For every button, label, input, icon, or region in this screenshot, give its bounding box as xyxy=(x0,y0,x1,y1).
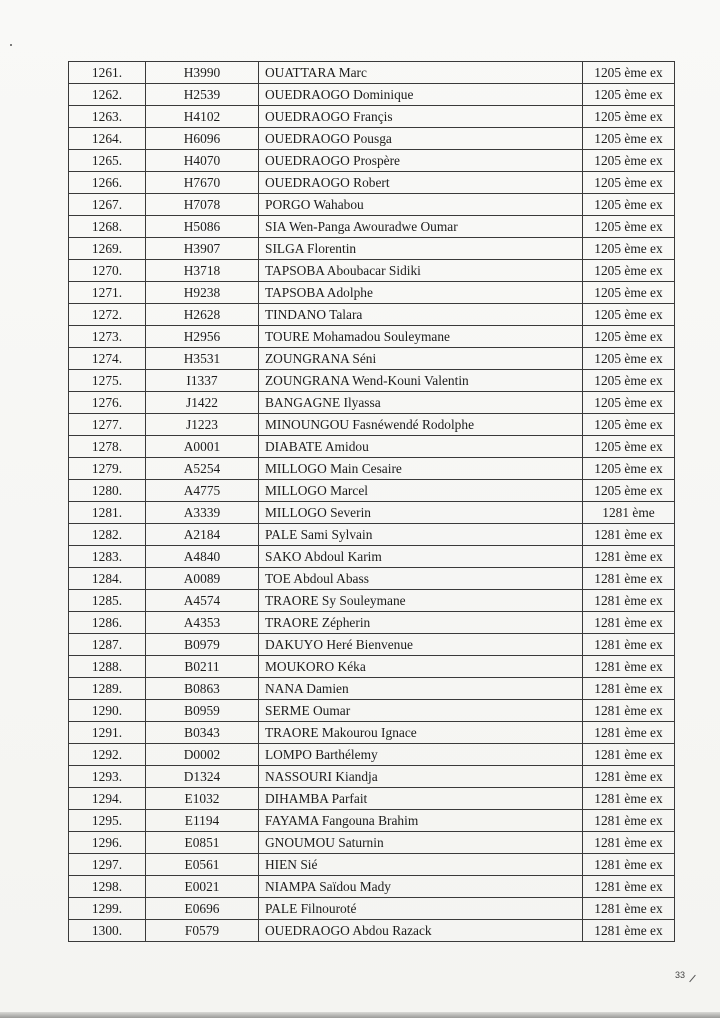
candidate-rank: 1205 ème ex xyxy=(583,62,675,84)
candidate-name: PALE Sami Sylvain xyxy=(259,524,583,546)
scan-bottom-edge xyxy=(0,1012,720,1018)
row-number: 1294. xyxy=(69,788,146,810)
candidate-rank: 1205 ème ex xyxy=(583,392,675,414)
candidate-rank: 1205 ème ex xyxy=(583,216,675,238)
row-number: 1273. xyxy=(69,326,146,348)
table-row xyxy=(69,722,675,744)
candidate-code: H2956 xyxy=(146,326,259,348)
candidate-rank: 1281 ème ex xyxy=(583,920,675,942)
candidate-code: H6096 xyxy=(146,128,259,150)
candidate-name: SAKO Abdoul Karim xyxy=(259,546,583,568)
table-row xyxy=(69,568,675,590)
candidate-name: OUATTARA Marc xyxy=(259,62,583,84)
candidate-name: OUEDRAOGO Pousga xyxy=(259,128,583,150)
candidate-rank: 1281 ème ex xyxy=(583,810,675,832)
candidate-rank: 1281 ème ex xyxy=(583,766,675,788)
candidate-rank: 1281 ème ex xyxy=(583,524,675,546)
candidate-rank: 1205 ème ex xyxy=(583,414,675,436)
candidate-name: OUEDRAOGO Prospère xyxy=(259,150,583,172)
row-number: 1281. xyxy=(69,502,146,524)
row-number: 1280. xyxy=(69,480,146,502)
candidate-name: LOMPO Barthélemy xyxy=(259,744,583,766)
candidate-code: H2628 xyxy=(146,304,259,326)
candidate-rank: 1281 ème ex xyxy=(583,546,675,568)
row-number: 1270. xyxy=(69,260,146,282)
candidate-code: B0211 xyxy=(146,656,259,678)
candidate-rank: 1205 ème ex xyxy=(583,128,675,150)
candidate-code: A2184 xyxy=(146,524,259,546)
row-number: 1276. xyxy=(69,392,146,414)
candidate-name: TOE Abdoul Abass xyxy=(259,568,583,590)
table-row xyxy=(69,414,675,436)
row-number: 1274. xyxy=(69,348,146,370)
candidate-name: TAPSOBA Aboubacar Sidiki xyxy=(259,260,583,282)
candidate-rank: 1205 ème ex xyxy=(583,348,675,370)
candidate-name: TRAORE Sy Souleymane xyxy=(259,590,583,612)
candidate-name: GNOUMOU Saturnin xyxy=(259,832,583,854)
candidate-code: A3339 xyxy=(146,502,259,524)
candidate-name: ZOUNGRANA Wend-Kouni Valentin xyxy=(259,370,583,392)
table-row xyxy=(69,172,675,194)
candidate-name: ZOUNGRANA Séni xyxy=(259,348,583,370)
row-number: 1275. xyxy=(69,370,146,392)
candidate-rank: 1205 ème ex xyxy=(583,458,675,480)
table-row xyxy=(69,810,675,832)
candidate-name: SIA Wen-Panga Awouradwe Oumar xyxy=(259,216,583,238)
table-row xyxy=(69,282,675,304)
candidate-name: NASSOURI Kiandja xyxy=(259,766,583,788)
table-row xyxy=(69,700,675,722)
row-number: 1277. xyxy=(69,414,146,436)
candidate-name: DIABATE Amidou xyxy=(259,436,583,458)
row-number: 1300. xyxy=(69,920,146,942)
candidate-name: MILLOGO Severin xyxy=(259,502,583,524)
candidate-name: TAPSOBA Adolphe xyxy=(259,282,583,304)
table-row xyxy=(69,920,675,942)
candidate-code: J1223 xyxy=(146,414,259,436)
scan-speck xyxy=(10,44,12,46)
page-number: 33 xyxy=(675,970,686,980)
candidate-code: F0579 xyxy=(146,920,259,942)
row-number: 1269. xyxy=(69,238,146,260)
candidate-name: TRAORE Makourou Ignace xyxy=(259,722,583,744)
table-row xyxy=(69,436,675,458)
candidate-code: H4102 xyxy=(146,106,259,128)
candidate-rank: 1205 ème ex xyxy=(583,84,675,106)
row-number: 1262. xyxy=(69,84,146,106)
check-mark xyxy=(689,975,696,983)
table-row xyxy=(69,106,675,128)
candidate-name: SILGA Florentin xyxy=(259,238,583,260)
candidate-code: A4574 xyxy=(146,590,259,612)
candidate-rank: 1205 ème ex xyxy=(583,282,675,304)
row-number: 1299. xyxy=(69,898,146,920)
candidate-name: MOUKORO Kéka xyxy=(259,656,583,678)
row-number: 1293. xyxy=(69,766,146,788)
candidate-rank: 1281 ème ex xyxy=(583,722,675,744)
table-row xyxy=(69,392,675,414)
table-row xyxy=(69,128,675,150)
table-row xyxy=(69,788,675,810)
candidate-name: MILLOGO Main Cesaire xyxy=(259,458,583,480)
row-number: 1291. xyxy=(69,722,146,744)
candidate-rank: 1205 ème ex xyxy=(583,436,675,458)
candidate-rank: 1281 ème ex xyxy=(583,634,675,656)
table-row xyxy=(69,766,675,788)
row-number: 1287. xyxy=(69,634,146,656)
row-number: 1264. xyxy=(69,128,146,150)
row-number: 1278. xyxy=(69,436,146,458)
candidate-code: H2539 xyxy=(146,84,259,106)
row-number: 1272. xyxy=(69,304,146,326)
row-number: 1288. xyxy=(69,656,146,678)
candidate-rank: 1281 ème ex xyxy=(583,678,675,700)
candidate-name: OUEDRAOGO Dominique xyxy=(259,84,583,106)
row-number: 1284. xyxy=(69,568,146,590)
candidate-name: OUEDRAOGO Robert xyxy=(259,172,583,194)
candidate-rank: 1205 ème ex xyxy=(583,304,675,326)
candidate-name: TOURE Mohamadou Souleymane xyxy=(259,326,583,348)
candidate-code: A4840 xyxy=(146,546,259,568)
candidate-code: D1324 xyxy=(146,766,259,788)
candidate-code: E0696 xyxy=(146,898,259,920)
table-row xyxy=(69,62,675,84)
candidate-rank: 1281 ème ex xyxy=(583,590,675,612)
table-row xyxy=(69,876,675,898)
candidate-code: H7078 xyxy=(146,194,259,216)
table-row xyxy=(69,898,675,920)
candidate-code: B0343 xyxy=(146,722,259,744)
candidate-name: PALE Filnouroté xyxy=(259,898,583,920)
candidate-name: OUEDRAOGO Abdou Razack xyxy=(259,920,583,942)
candidate-rank: 1205 ème ex xyxy=(583,238,675,260)
table-row xyxy=(69,216,675,238)
candidate-code: E0021 xyxy=(146,876,259,898)
table-row xyxy=(69,546,675,568)
row-number: 1266. xyxy=(69,172,146,194)
table-row xyxy=(69,370,675,392)
candidate-code: B0979 xyxy=(146,634,259,656)
candidate-code: A0089 xyxy=(146,568,259,590)
table-row xyxy=(69,260,675,282)
candidate-name: OUEDRAOGO Françis xyxy=(259,106,583,128)
table-row xyxy=(69,458,675,480)
row-number: 1297. xyxy=(69,854,146,876)
candidate-rank: 1205 ème ex xyxy=(583,326,675,348)
candidate-code: J1422 xyxy=(146,392,259,414)
candidate-code: A4775 xyxy=(146,480,259,502)
row-number: 1286. xyxy=(69,612,146,634)
candidate-code: H3907 xyxy=(146,238,259,260)
candidate-rank: 1281 ème ex xyxy=(583,612,675,634)
candidate-rank: 1205 ème ex xyxy=(583,480,675,502)
candidate-name: TINDANO Talara xyxy=(259,304,583,326)
candidate-code: H3531 xyxy=(146,348,259,370)
row-number: 1296. xyxy=(69,832,146,854)
table-row xyxy=(69,524,675,546)
row-number: 1298. xyxy=(69,876,146,898)
candidate-code: E1032 xyxy=(146,788,259,810)
candidate-rank: 1281 ème xyxy=(583,502,675,524)
table-row xyxy=(69,480,675,502)
candidate-rank: 1281 ème ex xyxy=(583,744,675,766)
row-number: 1271. xyxy=(69,282,146,304)
row-number: 1289. xyxy=(69,678,146,700)
row-number: 1295. xyxy=(69,810,146,832)
row-number: 1285. xyxy=(69,590,146,612)
row-number: 1263. xyxy=(69,106,146,128)
candidate-name: DAKUYO Heré Bienvenue xyxy=(259,634,583,656)
candidate-rank: 1205 ème ex xyxy=(583,106,675,128)
table-row xyxy=(69,502,675,524)
candidate-name: HIEN Sié xyxy=(259,854,583,876)
candidate-code: H3990 xyxy=(146,62,259,84)
candidate-code: H3718 xyxy=(146,260,259,282)
candidate-code: B0959 xyxy=(146,700,259,722)
candidate-code: E1194 xyxy=(146,810,259,832)
candidate-rank: 1281 ème ex xyxy=(583,854,675,876)
candidate-rank: 1281 ème ex xyxy=(583,700,675,722)
table-row xyxy=(69,348,675,370)
table-row xyxy=(69,326,675,348)
table-row xyxy=(69,84,675,106)
row-number: 1283. xyxy=(69,546,146,568)
candidate-name: SERME Oumar xyxy=(259,700,583,722)
table-row xyxy=(69,238,675,260)
table-row xyxy=(69,634,675,656)
candidate-code: B0863 xyxy=(146,678,259,700)
candidate-rank: 1281 ème ex xyxy=(583,656,675,678)
candidate-name: PORGO Wahabou xyxy=(259,194,583,216)
candidate-rank: 1281 ème ex xyxy=(583,788,675,810)
row-number: 1290. xyxy=(69,700,146,722)
candidate-code: A5254 xyxy=(146,458,259,480)
candidate-name: DIHAMBA Parfait xyxy=(259,788,583,810)
table-row xyxy=(69,612,675,634)
candidate-code: E0851 xyxy=(146,832,259,854)
results-table-body xyxy=(69,62,675,942)
table-row xyxy=(69,150,675,172)
row-number: 1267. xyxy=(69,194,146,216)
row-number: 1282. xyxy=(69,524,146,546)
candidate-rank: 1205 ème ex xyxy=(583,260,675,282)
table-row xyxy=(69,832,675,854)
table-row xyxy=(69,590,675,612)
candidate-name: NANA Damien xyxy=(259,678,583,700)
candidate-name: MINOUNGOU Fasnéwendé Rodolphe xyxy=(259,414,583,436)
candidate-rank: 1281 ème ex xyxy=(583,832,675,854)
candidate-rank: 1205 ème ex xyxy=(583,194,675,216)
candidate-code: I1337 xyxy=(146,370,259,392)
candidate-code: E0561 xyxy=(146,854,259,876)
candidate-code: H7670 xyxy=(146,172,259,194)
table-row xyxy=(69,854,675,876)
candidate-rank: 1205 ème ex xyxy=(583,150,675,172)
candidate-code: A4353 xyxy=(146,612,259,634)
row-number: 1268. xyxy=(69,216,146,238)
candidate-name: NIAMPA Saïdou Mady xyxy=(259,876,583,898)
table-row xyxy=(69,744,675,766)
row-number: 1261. xyxy=(69,62,146,84)
table-row xyxy=(69,656,675,678)
candidate-code: A0001 xyxy=(146,436,259,458)
candidate-code: H4070 xyxy=(146,150,259,172)
candidate-rank: 1205 ème ex xyxy=(583,172,675,194)
table-row xyxy=(69,194,675,216)
candidate-name: FAYAMA Fangouna Brahim xyxy=(259,810,583,832)
candidate-code: D0002 xyxy=(146,744,259,766)
table-row xyxy=(69,304,675,326)
candidate-rank: 1281 ème ex xyxy=(583,876,675,898)
candidate-code: H5086 xyxy=(146,216,259,238)
row-number: 1265. xyxy=(69,150,146,172)
candidate-name: MILLOGO Marcel xyxy=(259,480,583,502)
candidate-rank: 1281 ème ex xyxy=(583,568,675,590)
row-number: 1292. xyxy=(69,744,146,766)
candidate-name: BANGAGNE Ilyassa xyxy=(259,392,583,414)
results-table xyxy=(68,61,675,942)
candidate-rank: 1205 ème ex xyxy=(583,370,675,392)
table-row xyxy=(69,678,675,700)
candidate-code: H9238 xyxy=(146,282,259,304)
candidate-name: TRAORE Zépherin xyxy=(259,612,583,634)
candidate-rank: 1281 ème ex xyxy=(583,898,675,920)
row-number: 1279. xyxy=(69,458,146,480)
